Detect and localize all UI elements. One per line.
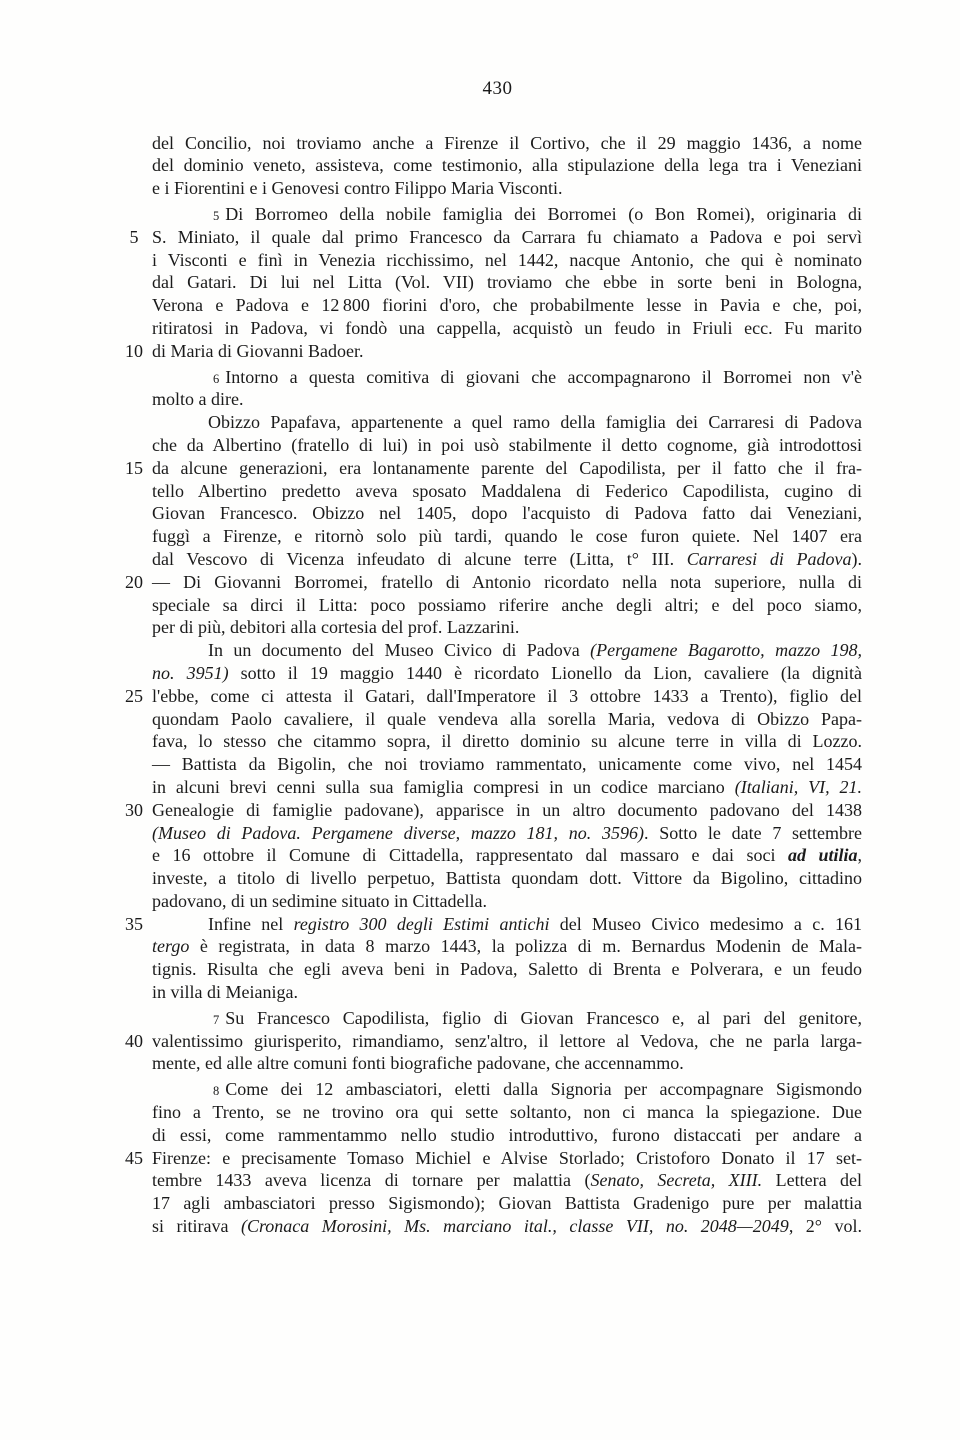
text-line <box>152 753 862 776</box>
text-run: 17 agli ambasciatori presso Sigismondo); Giovan Battista Gradenigo pure per malattia <box>152 1193 862 1214</box>
text-line <box>152 981 862 1004</box>
text-line <box>152 366 862 389</box>
italic-run: (Italiani, VI, 21. <box>734 776 862 797</box>
text-line <box>152 434 862 457</box>
text-run: ). <box>851 548 862 569</box>
page-number: 430 <box>482 78 513 99</box>
text-line <box>125 799 862 822</box>
text-line <box>152 594 862 617</box>
text-run: tello Albertino predetto aveva sposato Maddalena di Federico Capodilista, cugino di <box>152 480 862 501</box>
line-number: 15 <box>125 457 143 478</box>
text-run: ritiratosi in Padova, vi fondò una cappella, acquistò un feudo in Friuli ecc. Fu marito <box>152 317 862 338</box>
text-run: Obizzo Papafava, appartenente a quel ramo della famiglia dei Carraresi di Padova <box>208 412 862 433</box>
text-line <box>125 685 862 708</box>
line-number: 40 <box>125 1030 143 1051</box>
text-run: tembre 1433 aveva licenza di tornare per malattia ( <box>152 1170 591 1191</box>
text-line <box>152 1052 862 1075</box>
italic-run: (Museo di Padova. Pergamene diverse, mazzo 181, no. 3596) <box>152 822 644 843</box>
italic-run: tergo <box>152 936 190 957</box>
text-line <box>152 154 862 177</box>
text-line <box>152 1215 862 1238</box>
text-run: In un documento del Museo Civico di Padova <box>208 640 591 661</box>
text-line <box>152 1101 862 1124</box>
text-line <box>152 1007 862 1030</box>
text-line <box>152 525 862 548</box>
text-run: che da Albertino (fratello di lui) in poi usò stabilmente il detto cognome, già introdottosi <box>152 434 862 455</box>
text-line <box>152 502 862 525</box>
text-line <box>152 1169 862 1192</box>
text-run: dal Vescovo di Vicenza infeudato di alcune terre (Litta, t° III. <box>152 548 687 569</box>
italic-run: (Pergamene Bagarotto, mazzo 198, <box>590 640 862 661</box>
text-run: , <box>857 845 862 866</box>
text-run: Intorno a questa comitiva di giovani che accompagnarono il Borromei non v'è <box>225 366 862 387</box>
footnote <box>125 203 862 363</box>
text-run: del dominio veneto, assisteva, come testimonio, alla stipulazione della lega tra i Veneziani <box>152 155 862 176</box>
text-line <box>152 177 862 200</box>
text-line <box>152 730 862 753</box>
text-line <box>152 662 862 685</box>
text-run: , 2° vol. <box>788 1216 862 1237</box>
text-run: e i Fiorentini e i Genovesi contro Filippo Maria Visconti. <box>152 178 563 199</box>
text-line <box>152 548 862 571</box>
paragraph <box>152 132 862 200</box>
text-line <box>152 844 862 867</box>
text-run: molto a dire. <box>152 389 244 410</box>
text-run: Giovan Francesco. Obizzo nel 1405, dopo l'acquisto di Padova fatto dai Veneziani, <box>152 503 862 524</box>
text-block <box>125 132 863 1238</box>
paragraph <box>125 411 862 639</box>
italic-run: (Cronaca Morosini, Ms. marciano ital., classe VII, no. 2048—2049 <box>240 1216 789 1237</box>
line-number: 25 <box>125 685 143 706</box>
text-line <box>152 411 862 434</box>
italic-run: registro 300 degli Estimi antichi <box>293 913 550 934</box>
text-line <box>125 1147 862 1170</box>
paragraph <box>125 913 863 1004</box>
text-run: investe, a titolo di livello perpetuo, Battista quondam dott. Vittore da Bigolino, cittadino <box>152 868 862 889</box>
text-line <box>152 294 862 317</box>
text-line <box>152 271 862 294</box>
text-line <box>152 776 862 799</box>
italic-run: Senato, Secreta, XIII. <box>590 1170 763 1191</box>
text-line <box>125 571 862 594</box>
text-run: in villa di Meianiga. <box>152 982 298 1003</box>
text-run: si ritirava <box>152 1216 241 1237</box>
footnote-marker: 7 <box>213 1012 220 1027</box>
text-line <box>152 958 862 981</box>
text-run: dal Gatari. Di lui nel Litta (Vol. VII) troviamo che ebbe in sorte beni in Bologna, <box>152 272 862 293</box>
text-run: da alcune generazioni, era lontanamente parente del Capodilista, per il fatto che il fra- <box>152 457 862 478</box>
footnote <box>152 366 862 412</box>
text-line <box>152 480 862 503</box>
text-line <box>152 203 862 226</box>
text-run: mente, ed alle altre comuni fonti biografiche padovane, che accennammo. <box>152 1053 684 1074</box>
text-line <box>152 708 862 731</box>
line-number: 30 <box>125 799 143 820</box>
text-run: Verona e Padova e 12 800 fiorini d'oro, che probabilmente lesse in Pavia e che, poi, <box>152 295 862 316</box>
text-run: valentissimo giurisperito, rimandiamo, senz'altro, il lettore al Vedova, che ne parla larga- <box>152 1030 862 1051</box>
text-run: Di Borromeo della nobile famiglia dei Borromei (o Bon Romei), originaria di <box>225 203 862 224</box>
text-line <box>152 1078 862 1101</box>
text-line <box>152 249 862 272</box>
text-line <box>129 226 862 249</box>
text-run: sotto il 19 maggio 1440 è ricordato Lionello da Lion, cavaliere (la dignità <box>228 662 862 683</box>
text-run: . Sotto le date 7 settembre <box>643 822 863 843</box>
text-run: fino a Trento, se ne trovino ora qui sette soltanto, non ci manca la spiegazione. Due <box>152 1102 862 1123</box>
text-run: per di più, debitori alla cortesia del prof. Lazzarini. <box>152 617 520 638</box>
text-line <box>152 822 862 845</box>
italic-run: no. 3951) <box>152 662 229 683</box>
text-line <box>152 317 862 340</box>
text-run: Genealogie di famiglie padovane), apparisce in un altro documento padovano del 1438 <box>152 799 862 820</box>
text-line <box>152 935 862 958</box>
text-run: in alcuni brevi cenni sulla sua famiglia compresi in un codice marciano <box>152 776 735 797</box>
text-run: è registrata, in data 8 marzo 1443, la polizza di m. Bernardus Modenin de Mala- <box>189 936 862 957</box>
italic-run: ad utilia <box>787 845 858 866</box>
text-line <box>152 616 862 639</box>
footnote-marker: 6 <box>213 371 220 386</box>
text-run: fava, lo stesso che citammo sopra, il diretto dominio su alcune terre in villa di Lozzo. <box>152 731 862 752</box>
text-run: — Di Giovanni Borromei, fratello di Antonio ricordato nella nota superiore, nulla di <box>152 571 862 592</box>
text-run: Lettera del <box>762 1170 862 1191</box>
line-number: 20 <box>125 571 143 592</box>
line-number: 35 <box>125 913 143 934</box>
text-line <box>125 457 862 480</box>
text-run: del Concilio, noi troviamo anche a Firenze il Cortivo, che il 29 maggio 1436, a nome <box>152 132 862 153</box>
line-number: 10 <box>125 340 143 361</box>
text-run: Su Francesco Capodilista, figlio di Giovan Francesco e, al pari del genitore, <box>225 1007 862 1028</box>
italic-run: Carraresi di Padova <box>686 548 852 569</box>
text-run: S. Miniato, il quale dal primo Francesco da Carrara fu chiamato a Padova e poi servì <box>152 226 862 247</box>
text-line <box>152 1192 862 1215</box>
text-run: e 16 ottobre il Comune di Cittadella, rappresentato dal massaro e dai soci <box>152 845 788 866</box>
footnote-marker: 8 <box>213 1084 220 1099</box>
footnote <box>125 1078 862 1238</box>
text-run: di Maria di Giovanni Badoer. <box>152 340 364 361</box>
text-run: Infine nel <box>208 913 294 934</box>
text-run: Firenze: e precisamente Tomaso Michiel e Alvise Storlado; Cristoforo Donato il 17 set- <box>152 1147 862 1168</box>
paragraph <box>125 639 863 913</box>
text-line <box>152 132 862 155</box>
text-line <box>152 890 862 913</box>
text-line <box>152 388 862 411</box>
text-line <box>125 340 862 363</box>
text-run: Come dei 12 ambasciatori, eletti dalla Signoria per accompagnare Sigismondo <box>225 1079 862 1100</box>
text-line <box>125 913 863 936</box>
text-run: del Museo Civico medesimo a c. 161 <box>549 913 863 934</box>
text-run: di essi, come rammentammo nello studio introduttivo, furono distaccati per andare a <box>152 1124 862 1145</box>
text-line <box>152 639 862 662</box>
text-line <box>152 867 862 890</box>
text-run: padovano, di un sedimine situato in Cittadella. <box>152 890 487 911</box>
text-run: i Visconti e finì in Venezia ricchissimo, nel 1442, nacque Antonio, che qui è nominato <box>152 249 862 270</box>
text-run: tignis. Risulta che egli aveva beni in Padova, Saletto di Brenta e Polverara, e un feudo <box>152 959 862 980</box>
footnote-marker: 5 <box>213 208 220 223</box>
text-run: fuggì a Firenze, e ritornò solo più tardi, quando le cose furon quiete. Nel 1407 era <box>152 526 862 547</box>
text-run: speciale sa dirci il Litta: poco possiamo riferire anche degli altri; e del poco siamo, <box>152 594 862 615</box>
text-line <box>152 1124 862 1147</box>
line-number: 45 <box>125 1147 143 1168</box>
line-number: 5 <box>129 226 139 247</box>
text-line <box>125 1030 862 1053</box>
text-run: quondam Paolo cavaliere, il quale vendeva alla sorella Maria, vedova di Obizzo Papa- <box>152 708 862 729</box>
footnote <box>125 1007 862 1075</box>
text-run: l'ebbe, come ci attesta il Gatari, dall'Imperatore il 3 ottobre 1433 a Trento), figlio del <box>152 685 862 706</box>
text-run: — Battista da Bigolin, che noi troviamo rammentato, unicamente come vivo, nel 1454 <box>152 754 862 775</box>
